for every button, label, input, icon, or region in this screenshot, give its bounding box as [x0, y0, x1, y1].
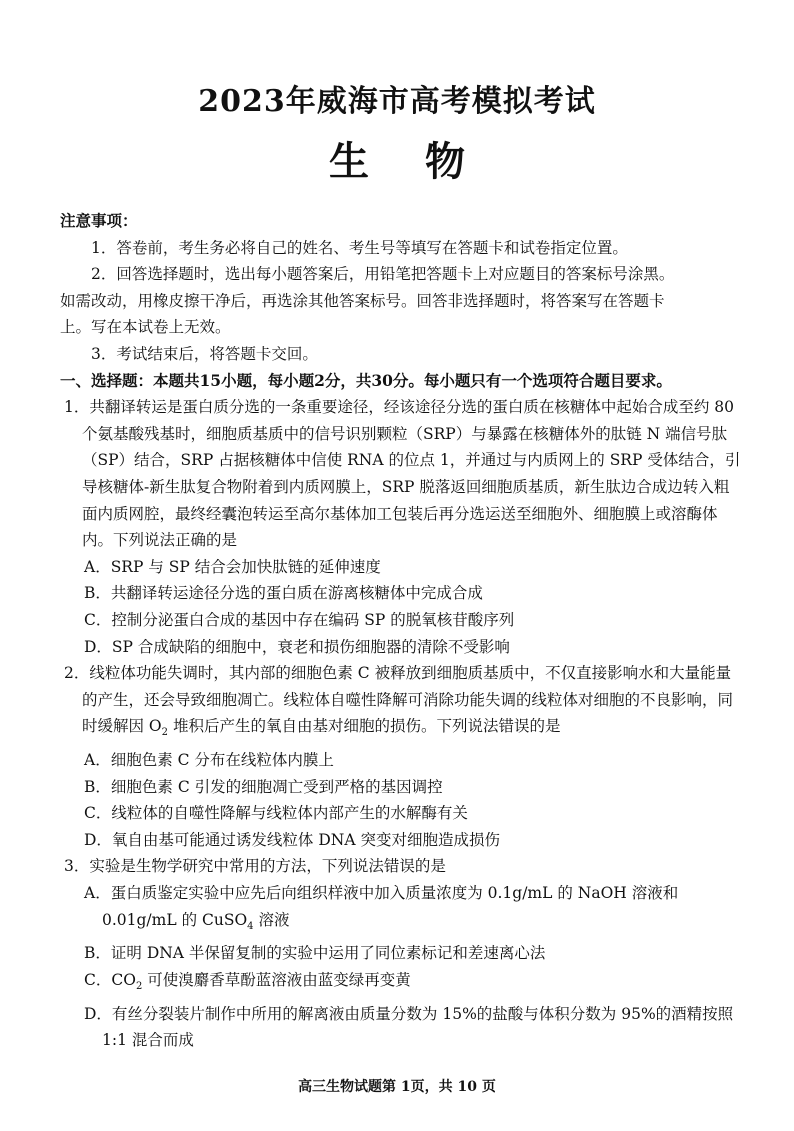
notice-item-2b: 如需改动，用橡皮擦干净后，再选涂其他答案标号。回答非选择题时，将答案写在答题卡 — [60, 291, 665, 310]
question-3-option-c-part-1: C．CO — [84, 970, 136, 989]
notice-item-1: 1．答卷前，考生务必将自己的姓名、考生号等填写在答题卡和试卷指定位置。 — [91, 238, 628, 257]
question-3-option-a — [60, 880, 742, 940]
question-1-option-c: C．控制分泌蛋白合成的基因中存在编码 SP 的脱氧核苷酸序列 — [84, 610, 515, 629]
question-1-stem: 1．共翻译转运是蛋白质分选的一条重要途径，经该途径分选的蛋白质在核糖体中起始合成至约 80 个氨基酸残基时，细胞质基质中的信号识别颗粒（SRP）与暴露在核糖体外的肽链 N 端信号肽（SP）结合，SRP 占据核糖体中信使 RNA 的位点 1，并通过与内质网上的 SRP 受体结合，引导核糖体-新生肽复合物附着到内质网膜上，SRP 脱落返回细胞质基质，新生肽边合成边转入粗面内质网腔，最终经囊泡转运至高尔基体加工包装后再分选运送至细胞外、细胞膜上或溶酶体内。下列说法正确的是 — [64, 398, 741, 550]
subject-char-1: 生 — [329, 138, 369, 185]
question-2-option-a: A．细胞色素 C 分布在线粒体内膜上 — [84, 750, 334, 769]
section-heading: 一、选择题：本题共15小题，每小题2分，共30分。每小题只有一个选项符合题目要求。 — [60, 370, 672, 390]
question-1-option-b: B．共翻译转运途径分选的蛋白质在游离核糖体中完成合成 — [84, 584, 483, 603]
notice-item-2a: 2．回答选择题时，选出每小题答案后，用铅笔把答题卡上对应题目的答案标号涂黑。 — [91, 265, 675, 284]
subject-title — [0, 130, 794, 187]
notice-item-2c: 上。写在本试卷上无效。 — [60, 318, 231, 337]
question-3-stem: 3．实验是生物学研究中常用的方法，下列说法错误的是 — [64, 857, 446, 876]
question-2-option-b: B．细胞色素 C 引发的细胞凋亡受到严格的基因调控 — [84, 777, 443, 796]
question-2-subscript: 2 — [161, 727, 169, 739]
question-1-option-d: D．SP 合成缺陷的细胞中，衰老和损伤细胞器的清除不受影响 — [84, 637, 510, 656]
subject-char-2: 物 — [425, 138, 465, 185]
question-3-option-a-subscript: 4 — [247, 920, 254, 932]
question-2-stem-part-2: 堆积后产生的氧自由基对细胞的损伤。下列说法错误的是 — [168, 717, 561, 736]
question-3-option-a-part-2: 溶液 — [253, 910, 290, 929]
question-2-option-c: C．线粒体的自噬性降解与线粒体内部产生的水解酶有关 — [84, 804, 468, 823]
question-2-stem-part-1: 2．线粒体功能失调时，其内部的细胞色素 C 被释放到细胞质基质中，不仅直接影响水和大量能量的产生，还会导致细胞凋亡。线粒体自噬性降解可消除功能失调的线粒体对细胞的不良影响，同时缓解因 O — [64, 664, 734, 736]
notice-heading: 注意事项： — [60, 211, 138, 230]
question-3-option-c — [60, 967, 742, 1001]
exam-title: 2023年威海市高考模拟考试 — [198, 84, 596, 119]
notice-item-3: 3．考试结束后，将答题卡交回。 — [91, 344, 318, 363]
page-footer: 高三生物试题第 1页，共 10 页 — [298, 1079, 496, 1095]
question-2-option-d: D．氧自由基可能通过诱发线粒体 DNA 突变对细胞造成损伤 — [84, 830, 500, 849]
exam-content — [60, 208, 742, 1054]
question-3-option-d: D．有丝分裂装片制作中所用的解离液由质量分数为 15%的盐酸与体积分数为 95%的酒精按照 1:1 混合而成 — [84, 1004, 734, 1050]
question-2-stem — [60, 660, 742, 747]
question-3-option-a-part-1: A．蛋白质鉴定实验中应先后向组织样液中加入质量浓度为 0.1g/mL 的 NaOH 溶液和 0.01g/mL 的 CuSO — [84, 883, 679, 929]
question-1-option-a: A．SRP 与 SP 结合会加快肽链的延伸速度 — [84, 557, 381, 576]
question-3-option-c-subscript: 2 — [135, 980, 143, 992]
question-3-option-b: B．证明 DNA 半保留复制的实验中运用了同位素标记和差速离心法 — [84, 944, 546, 963]
question-3-option-c-part-2: 可使溴麝香草酚蓝溶液由蓝变绿再变黄 — [142, 970, 411, 989]
